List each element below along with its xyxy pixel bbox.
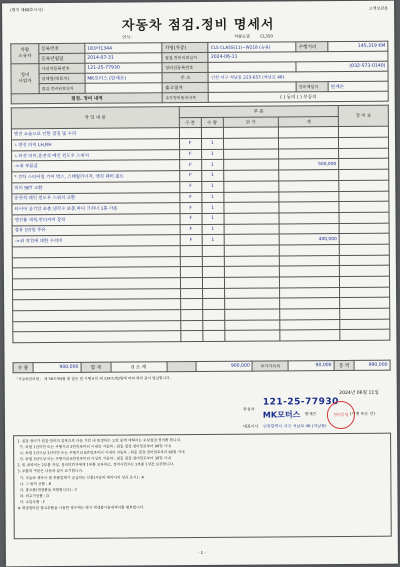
cell-cls: F [179, 149, 201, 160]
reg-date-value: 2014-07-31 [85, 53, 163, 64]
cell-desc: 타이어 공기압 보충,냉각수 보충,바디 크리너 1통 사용 [12, 203, 180, 215]
address-value: 인천 서구 석남동 223-657 (석남로 46) [208, 71, 388, 82]
company-seal: 정비공업 [327, 401, 355, 429]
cell-qty: 1 [201, 170, 223, 181]
cell-desc: 엔진룸 세척,언더커버 장착 [12, 214, 180, 226]
vehicle-shop-table [10, 41, 388, 105]
cell-labor [339, 137, 389, 148]
vat-label: 부가가치세 [252, 361, 288, 371]
table-row [13, 330, 390, 343]
cell-amount [280, 319, 340, 330]
footnote-line: ※ 재생정비된 중고부품을 사용한 경우에는 별지 재생품사용내역서를 첨부합니다. [17, 505, 145, 511]
cell-cls: F [180, 192, 202, 203]
cell-unit [223, 149, 279, 160]
address-label: 주 소 [163, 72, 209, 82]
cell-amount [280, 277, 340, 288]
cell-amount [280, 266, 340, 277]
page-number: - 1 - [197, 549, 206, 556]
subtotal-value: 900,000 [196, 361, 252, 371]
footnote-line: 다. 중고품(재생품을 포함합니다) : C [17, 487, 78, 493]
footnote-line: 마. 수입부품 : F [17, 500, 46, 505]
work-items-table [11, 105, 391, 344]
sign-hint: (서명 또는 인) [349, 410, 375, 416]
cell-qty [202, 299, 224, 310]
cell-qty: 1 [202, 213, 224, 224]
cell-qty [202, 267, 224, 278]
subtotal-label [167, 362, 197, 372]
cell-qty: 1 [202, 192, 224, 203]
cell-cls [180, 320, 202, 331]
cell-desc: ->위 작업에 대한 수리비 [12, 235, 180, 247]
cell-cls [180, 299, 202, 310]
cell-amount: 500,000 [279, 159, 339, 170]
cell-unit [223, 191, 279, 202]
type-value: CLS CLASS(11)~W218 (승용) [208, 42, 296, 53]
cell-qty [202, 256, 224, 267]
col-work-header: 작 업 내 용 [11, 107, 179, 130]
deliver-date-label: 출고일자 [163, 82, 209, 92]
cell-unit [223, 138, 279, 149]
cell-qty: 1 [201, 181, 223, 192]
issuer-rep: 한재은 [304, 411, 317, 417]
footnote-line: 가. 차령 1년미만 또는 주행거리 2만킬로미터 이내의 자동차 : 최종 점검·정비일로부터 90일 이내 [17, 444, 171, 450]
cell-cls: F [180, 213, 202, 224]
cell-unit [224, 298, 280, 309]
cell-unit [224, 320, 280, 331]
inspect-date-value: 2024-06-11 [208, 51, 388, 62]
cell-unit [224, 309, 280, 320]
footnotes-box [13, 433, 392, 540]
cell-amount [279, 212, 339, 223]
cell-unit [224, 213, 280, 224]
cell-amount [280, 244, 340, 255]
reg-no-value: 183바1344 [85, 43, 163, 54]
cell-labor [339, 255, 389, 266]
cell-cls: F [179, 160, 201, 171]
complete-date-label: 점검.정비완료일자 [39, 83, 85, 93]
cell-cls: F [179, 181, 201, 192]
cell-qty: 1 [201, 138, 223, 149]
cell-unit [224, 202, 280, 213]
cell-desc: ->위 부품값 [12, 160, 180, 172]
cell-qty [202, 309, 224, 320]
cell-cls [180, 245, 202, 256]
cell-cls [180, 267, 202, 278]
cell-labor [339, 159, 389, 170]
cell-cls [180, 277, 202, 288]
parts-total-label: 부 품 [13, 363, 33, 373]
mileage-value: 145,319 KM [328, 41, 388, 51]
shop-reg-label: 정비업등록번호 [162, 62, 208, 72]
footnote-line: 1. 점검·정비가 점검·정비의 잘못으로 다음 기간 내 발생하는 고장 등에 대해서는 무상점검·정비를 합니다. [17, 438, 182, 444]
mileage-label: 주행거리 [296, 42, 328, 52]
rep-label: 대표이사 [242, 423, 259, 429]
responsible-label: 정비책임자 [296, 82, 328, 92]
cell-qty [201, 128, 223, 139]
cell-unit [223, 159, 279, 170]
cell-unit [224, 245, 280, 256]
cell-labor [339, 212, 389, 223]
work-content-label: 점검. 정비 내역 [11, 93, 163, 104]
cell-cls: F [180, 235, 202, 246]
cell-amount [280, 330, 340, 341]
model-label: 차량모델 [234, 33, 250, 39]
owner-section-label: 차량 소유자 [11, 44, 39, 64]
col-unit-header: 단 가 [223, 117, 279, 128]
model-code: CL350 [260, 33, 273, 39]
footnote-line: 3. 부품의 구분은 다음과 같이 표기합니다. [17, 469, 84, 474]
document-page [2, 1, 398, 567]
cell-cls [179, 128, 201, 139]
shop-name-value: MK모터스 (한재은) [85, 73, 163, 84]
cell-labor [339, 169, 389, 180]
footnote-line: 2. 위 내역서는 2부를 작성, 정비의뢰자에게 1부를 교부하고, 정비사업자는 1부를 1년간 보관합니다. [17, 462, 175, 468]
col-class-header: 구 분 [179, 117, 201, 128]
cell-cls [181, 331, 203, 342]
cell-qty: 1 [202, 224, 224, 235]
cell-cls [180, 256, 202, 267]
cell-labor [339, 244, 389, 255]
totals-table [13, 360, 391, 374]
addon-consent-label: 추가정비동의여부 [163, 92, 209, 102]
series-label: 연식 : [122, 34, 133, 40]
cell-qty [202, 288, 224, 299]
cell-qty [202, 277, 224, 288]
cell-amount [279, 202, 339, 213]
cell-cls [180, 288, 202, 299]
cell-amount [279, 180, 339, 191]
cell-labor [340, 319, 390, 330]
cell-qty: 1 [202, 235, 224, 246]
cell-unit [224, 288, 280, 299]
copy-label: 고객보관용 [368, 5, 389, 11]
cell-labor [339, 191, 389, 202]
footnote-line: 다. 차령 3년이상 또는 주행거리 6만킬로미터 이상의 자동차 : 최종 점검·정비일로부터 30일 이내 [17, 456, 171, 462]
cell-labor [340, 308, 390, 319]
cell-cls: F [179, 139, 201, 150]
cell-cls: F [179, 171, 201, 182]
reg-date-label: 등록년월일 [39, 53, 85, 63]
vat-value: 90,000 [288, 361, 334, 371]
col-parts-header: 부 품 [179, 106, 339, 118]
cell-cls: F [180, 224, 202, 235]
cell-qty [202, 331, 224, 342]
cell-labor [339, 223, 389, 234]
cell-amount [279, 148, 339, 159]
cell-desc: * 견차 스티어링 기어 박스, 스태빌라이저, 엔진 웨버 볼트 [12, 171, 180, 183]
cell-unit [224, 234, 280, 245]
cell-desc [13, 331, 181, 343]
cell-amount [280, 298, 340, 309]
footnote-line: 가. 자동차 제작사 및 부품업체가 공급하는 신품(자동차 제작사의 상표 표시) : A [17, 474, 144, 480]
cell-unit [224, 256, 280, 267]
cell-amount [280, 309, 340, 320]
biz-no-label: 사업자등록번호 [39, 63, 85, 73]
cell-cls [180, 310, 202, 321]
cell-unit [224, 224, 280, 235]
cell-labor [340, 265, 390, 276]
cell-qty [202, 320, 224, 331]
cell-unit [224, 330, 280, 341]
cell-labor [339, 180, 389, 191]
rep-address: 인천광역시 서구 석남로 46 (석남동) [262, 423, 327, 429]
cell-labor [339, 148, 389, 159]
parts-total-value: 900,000 [33, 362, 81, 372]
document-title: 자동차 점검.정비 명세서 [121, 17, 275, 34]
legal-note: 「자동차관리법」 제 58조제4항 및 같은 법 시행규칙 제 134조제2항에 따라 위와 같이 발급합니다. [14, 376, 171, 382]
cell-cls: F [180, 203, 202, 214]
cell-amount [280, 287, 340, 298]
cell-unit [223, 181, 279, 192]
cell-unit [224, 277, 280, 288]
col-labor-header: 정 비 료 [338, 105, 388, 127]
cell-qty [202, 245, 224, 256]
issuer-name: MK모터스 [262, 410, 301, 420]
type-label: 차명(차종) [162, 42, 208, 52]
total-label: 총 액 [334, 360, 354, 370]
footnote-line: 나. 차령 1년이상 3년미만 또는 주행거리 6만킬로미터 이내의 자동차 : 최종 점검·정비일로부터 60일 이내 [17, 450, 185, 456]
issuer-biz-no: 121-25-77930 [262, 397, 339, 408]
cell-amount [279, 138, 339, 149]
cell-desc: ㄴ엔진 미미 LH,RH [11, 139, 179, 151]
cell-qty: 1 [201, 160, 223, 171]
shop-name-label: 업체명(대표자) [39, 73, 85, 83]
cell-desc: 엔진 소음으로 인한 점검 및 수리 [11, 128, 179, 140]
form-code: (별지 제68호서식) [10, 7, 43, 13]
addon-consent-value: ( ) 동의 ( ) 부동의 [209, 91, 389, 102]
cell-unit [224, 266, 280, 277]
col-amount-header: 계 [279, 116, 339, 127]
cell-labor [340, 276, 390, 287]
inspect-date-label: 점검.정비의뢰일자 [162, 52, 208, 62]
cell-unit [223, 170, 279, 181]
biz-no-value: 121-25-77930 [85, 63, 163, 74]
sum-label: 합 계 [81, 362, 111, 372]
cell-unit [223, 127, 279, 138]
cell-labor [340, 298, 390, 309]
cell-qty: 1 [202, 203, 224, 214]
cell-desc: ㄴ미션 미미,운전석 메인 윈도우 스위치 [12, 149, 180, 161]
total-value: 990,000 [354, 360, 390, 370]
cell-amount [279, 223, 339, 234]
cell-labor [339, 233, 389, 244]
sum-mark: 0 소 계 [111, 362, 167, 372]
reg-no-label: 등록번호 [39, 43, 85, 53]
cell-amount [279, 191, 339, 202]
issuer-label: 작성자 [242, 406, 255, 412]
cell-desc: 운전석 메인 윈도우 스위치 교환 [12, 192, 180, 204]
cell-qty: 1 [201, 149, 223, 160]
phone-value: (032-573-0140) [296, 61, 388, 72]
cell-labor [339, 127, 389, 138]
cell-amount: 400,000 [280, 234, 340, 245]
cell-desc: 경유 1만원 주유 [12, 224, 180, 236]
cell-labor [340, 287, 390, 298]
issue-date: 2024년 06월 11일 [339, 390, 379, 397]
cell-desc: 미미 SET 교환 [12, 181, 180, 193]
shop-section-label: 정비 사업자 [11, 64, 39, 94]
footnote-line: 라. 외주가공품 : D [17, 493, 50, 499]
cell-amount [279, 170, 339, 181]
cell-amount [280, 255, 340, 266]
footnote-line: 나. 그 밖의 신품 : B [17, 481, 52, 486]
responsible-value: 한재은 [328, 81, 388, 91]
footnotes-list [17, 436, 388, 512]
col-qty-header: 수 량 [201, 117, 223, 128]
cell-amount [279, 127, 339, 138]
cell-labor [340, 330, 390, 341]
cell-labor [339, 201, 389, 212]
